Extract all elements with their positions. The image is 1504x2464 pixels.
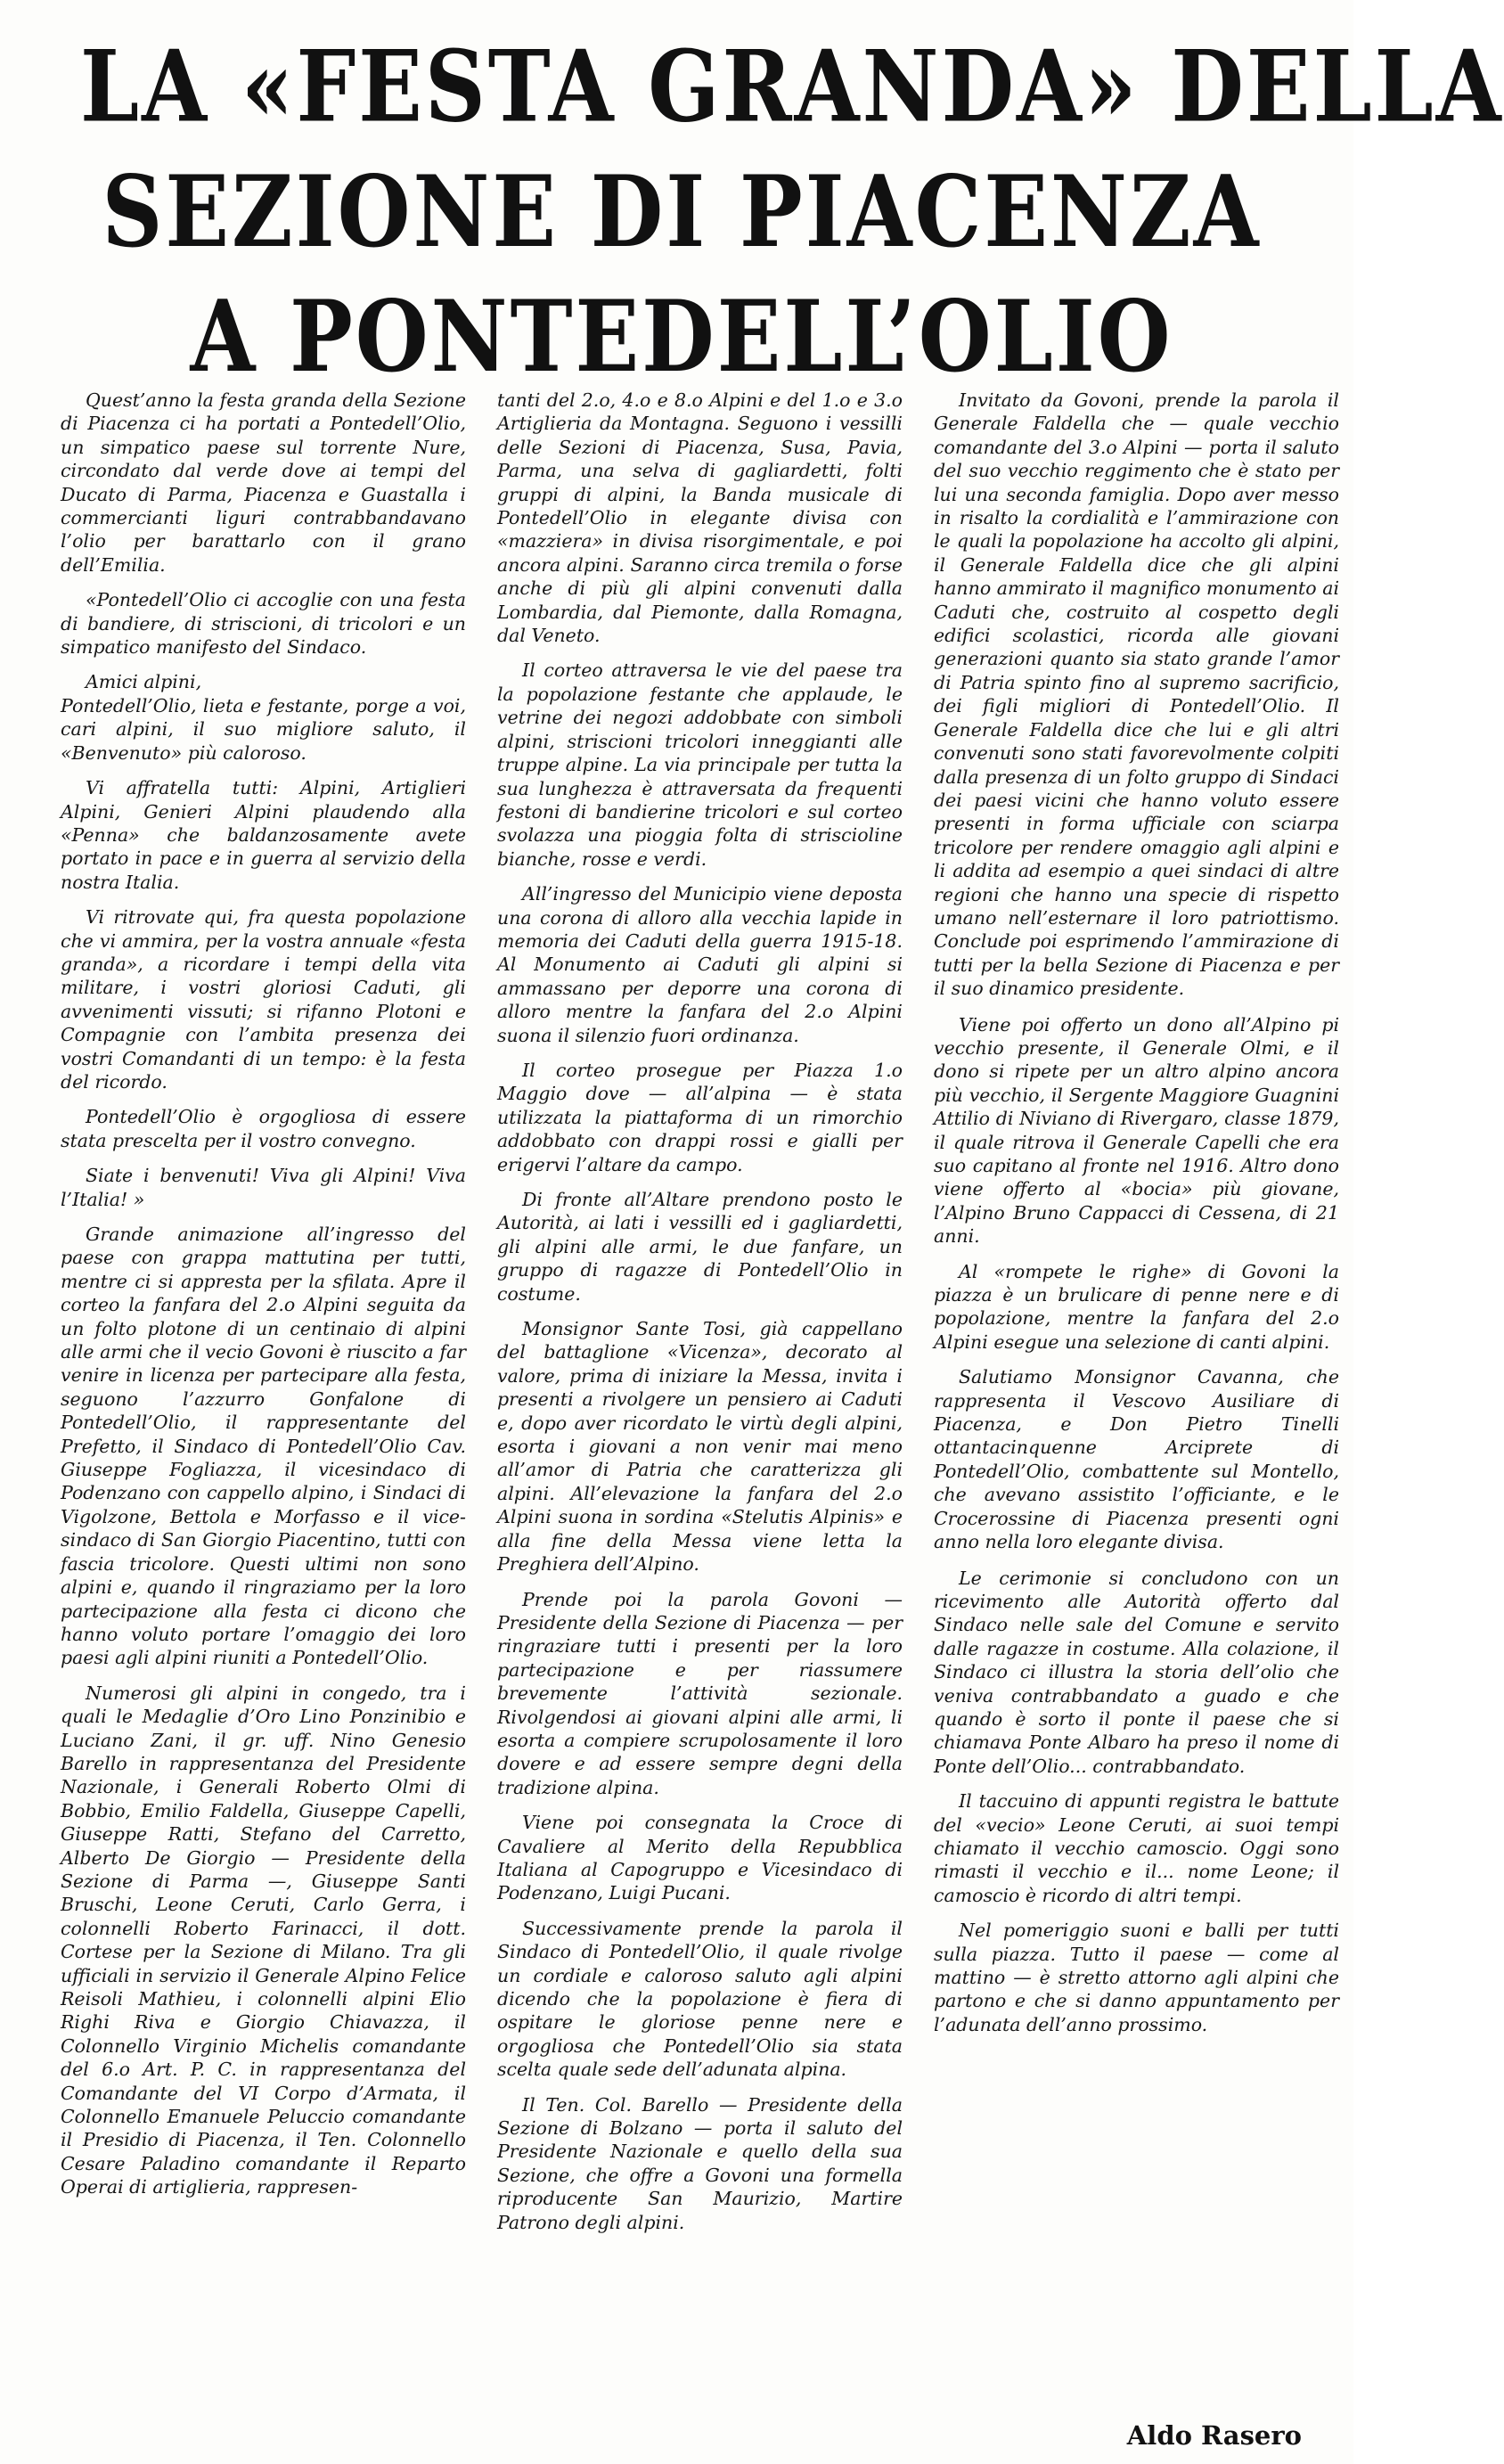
paragraph: Salutiamo Monsignor Cavanna, che rappresenta il Vescovo Ausiliare di Piacenza, e Don Pietro Tinelli ottantacinquenne Arciprete di Pontedell’Olio, combattente sul Montello, che avevano assistito l’officiante, e le Crocerossine di Piacenza presenti ogni anno nella loro elegante divisa. [934,1366,1339,1553]
paragraph: Vi ritrovate qui, fra questa popolazione che vi ammira, per la vostra annuale «festa granda», a ricordare i tempi della vita militare, i vostri gloriosi Caduti, gli avvenimenti vissuti; si rifanno Plotoni e Compagnie con l’ambita presenza dei vostri Comandanti di un tempo: è la festa del ricordo. [61,906,466,1093]
paragraph: Nel pomeriggio suoni e balli per tutti sulla piazza. Tutto il paese — come al mattino — è stretto attorno agli alpini che partono e che si danno appuntamento per l’adunata dell’anno prossimo. [934,1920,1339,2035]
paragraph: Invitato da Govoni, prende la parola il Generale Faldella che — quale vecchio comandante del 3.o Alpini — porta il saluto del suo vecchio reggimento che è stato per lui una seconda famiglia. Dopo aver messo in risalto la cordialità e l’ammirazione con le quali la popolazione ha accolto gli alpini, il Generale Faldella dice che gli alpini hanno ammirato il magnifico monumento ai Caduti che, costruito al cospetto degli edifici scolastici, ricorda alle giovani generazioni quanto sia stato grande l’amor di Patria spinto fino al supremo sacrificio, dei figli migliori di Pontedell’Olio. Il Generale Faldella dice che lui e gli altri convenuti sono stati favorevolmente colpiti dalla presenza di un folto gruppo di Sindaci dei paesi vicini che hanno voluto essere presenti in forma ufficiale con sciarpa tricolore per rendere omaggio agli alpini e li addita ad esempio a quei sindaci di altre regioni che hanno una specie di rispetto umano nell’esternare il loro patriottismo. Conclude poi esprimendo l’ammirazione di tutti per la bella Sezione di Piacenza e per il suo dinamico presidente. [934,389,1339,1000]
headline-line-2: SEZIONE DI PIACENZA [102,154,1262,270]
headline-line-1: LA «FESTA GRANDA» DELLA [80,29,1504,145]
paragraph: Di fronte all’Altare prendono posto le Autorità, ai lati i vessilli ed i gagliardetti, gli alpini alle armi, le due fanfare, un gruppo di ragazze di Pontedell’Olio in costume. [497,1189,903,1305]
paragraph: Amici alpini, Pontedell’Olio, lieta e festante, porge a voi, cari alpini, il suo migliore saluto, il «Benvenuto» più caloroso. [61,671,466,764]
paragraph: Il Ten. Col. Barello — Presidente della Sezione di Bolzano — porta il saluto del Presidente Nazionale e quello della sua Sezione, che offre a Govoni una formella riproducente San Maurizio, Martire Patrono degli alpini. [497,2093,903,2233]
paragraph: Il corteo prosegue per Piazza 1.o Maggio dove — all’alpina — è stata utilizzata la piattaforma di un rimorchio addobbato con drappi rossi e gialli per erigervi l’altare da campo. [497,1059,903,1175]
paragraph: Pontedell’Olio è orgogliosa di essere stata prescelta per il vostro convegno. [61,1106,466,1151]
article-column-3 [934,389,1339,2048]
article-column-1 [61,389,466,2211]
paragraph: Viene poi consegnata la Croce di Cavaliere al Merito della Repubblica Italiana al Capogruppo e Vicesindaco di Podenzano, Luigi Pucani. [497,1812,903,1904]
paragraph: Successivamente prende la parola il Sindaco di Pontedell’Olio, il quale rivolge un cordiale e caloroso saluto agli alpini dicendo che la popolazione è fiera di ospitare le gloriose penne nere e orgogliosa che Pontedell’Olio sia stata scelta quale sede dell’adunata alpina. [497,1917,903,2081]
paragraph: Al «rompete le righe» di Govoni la piazza è un brulicare di penne nere e di popolazione, mentre la fanfara del 2.o Alpini esegue una selezione di canti alpini. [934,1260,1339,1353]
paragraph: Le cerimonie si concludono con un ricevimento alle Autorità offerto dal Sindaco nelle sale del Comune e servito dalle ragazze in costume. Alla colazione, il Sindaco ci illustra la storia dell’olio che veniva contrabbandato a guado e che quando è sorto il ponte il paese che si chiamava Ponte Albaro ha preso il nome di Ponte dell’Olio... contrabbandato. [934,1567,1339,1777]
headline-line-3: A PONTEDELL’OLIO [190,279,1173,396]
paragraph: All’ingresso del Municipio viene deposta una corona di alloro alla vecchia lapide in memoria dei Caduti della guerra 1915-18. Al Monumento ai Caduti gli alpini si ammassano per deporre una corona di alloro mentre la fanfara del 2.o Alpini suona il silenzio fuori ordinanza. [497,883,903,1046]
paragraph: Quest’anno la festa granda della Sezione di Piacenza ci ha portati a Pontedell’Olio, un simpatico paese sul torrente Nure, circondato dal verde dove ai tempi del Ducato di Parma, Piacenza e Guastalla i commercianti liguri contrabbandavano l’olio per barattarlo con il grano dell’Emilia. [61,389,466,576]
paragraph: Il corteo attraversa le vie del paese tra la popolazione festante che applaude, le vetrine dei negozi addobbate con simboli alpini, striscioni tricolori inneggianti alle truppe alpine. La via principale per tutta la sua lunghezza è attraversata da frequenti festoni di bandierine tricolori e sul corteo svolazza una pioggia folta di striscioline bianche, rosse e verdi. [497,659,903,870]
paragraph: Il taccuino di appunti registra le battute del «vecio» Leone Ceruti, ai suoi tempi chiamato il vecchio camoscio. Oggi sono rimasti il vecchio e il... nome Leone; il camoscio è ricordo di altri tempi. [934,1790,1339,1906]
paragraph: Vi affratella tutti: Alpini, Artiglieri Alpini, Genieri Alpini plaudendo alla «Penna» che baldanzosamente avete portato in pace e in guerra al servizio della nostra Italia. [61,777,466,893]
article-headline [80,25,1504,400]
author-signature: Aldo Rasero [1126,2420,1302,2451]
paragraph: Monsignor Sante Tosi, già cappellano del battaglione «Vicenza», decorato al valore, prima di iniziare la Messa, invita i presenti a rivolgere un pensiero ai Caduti e, dopo aver ricordato le virtù degli alpini, esorta i giovani a non venir mai meno all’amor di Patria che caratterizza gli alpini. All’elevazione la fanfara del 2.o Alpini suona in sordina «Stelutis Alpinis» e alla fine della Messa viene letta la Preghiera dell’Alpino. [497,1318,903,1576]
paragraph: Viene poi offerto un dono all’Alpino pi vecchio presente, il Generale Olmi, e il dono si ripete per un altro alpino ancora più vecchio, il Sergente Maggiore Guagnini Attilio di Niviano di Rivergaro, classe 1879, il quale ritrova il Generale Capelli che era suo capitano al fronte nel 1916. Altro dono viene offerto al «bocia» più giovane, l’Alpino Bruno Cappacci di Cessena, di 21 anni. [934,1013,1339,1248]
paragraph: Siate i benvenuti! Viva gli Alpini! Viva l’Italia! » [61,1165,466,1210]
paragraph: Prende poi la parola Govoni — Presidente della Sezione di Piacenza — per ringraziare tutti i presenti per la loro partecipazione e per riassumere brevemente l’attività sezionale. Rivolgendosi ai giovani alpini alle armi, li esorta a compiere scrupolosamente il loro dovere e ad essere sempre degni della tradizione alpina. [497,1588,903,1798]
article-column-2 [497,389,903,2246]
paragraph: Numerosi gli alpini in congedo, tra i quali le Medaglie d’Oro Lino Ponzinibio e Luciano Zani, il gr. uff. Nino Genesio Barello in rappresentanza del Presidente Nazionale, i Generali Roberto Olmi di Bobbio, Emilio Faldella, Giuseppe Capelli, Giuseppe Ratti, Stefano del Carretto, Alberto De Giorgio — Presidente della Sezione di Parma —, Giuseppe Santi Bruschi, Leone Ceruti, Carlo Gerra, i colonnelli Roberto Farinacci, il dott. Cortese per la Sezione di Milano. Tra gli ufficiali in servizio il Generale Alpino Felice Reisoli Mathieu, i colonnelli alpini Elio Righi Riva e Giorgio Chiavazza, il Colonnello Virginio Michelis comandante del 6.o Art. P. C. in rappresentanza del Comandante del VI Corpo d’Armata, il Colonnello Emanuele Peluccio comandante il Presidio di Piacenza, il Ten. Colonnello Cesare Paladino comandante il Reparto Operai di artiglieria, rappresen- [61,1682,466,2198]
paragraph: Grande animazione all’ingresso del paese con grappa mattutina per tutti, mentre ci si appresta per la sfilata. Apre il corteo la fanfara del 2.o Alpini seguita da un folto plotone di un centinaio di alpini alle armi che il vecio Govoni è riuscito a far venire in licenza per partecipare alla festa, seguono l’azzurro Gonfalone di Pontedell’Olio, il rappresentante del Prefetto, il Sindaco di Pontedell’Olio Cav. Giuseppe Fogliazza, il vicesindaco di Podenzano con cappello alpino, i Sindaci di Vigolzone, Bettola e Morfasso e il vice-sindaco di San Giorgio Piacentino, tutti con fascia tricolore. Questi ultimi non sono alpini e, quando il ringraziamo per la loro partecipazione alla festa ci dicono che hanno voluto portare l’omaggio dei loro paesi agli alpini riuniti a Pontedell’Olio. [61,1224,466,1669]
paragraph: «Pontedell’Olio ci accoglie con una festa di bandiere, di striscioni, di tricolori e un simpatico manifesto del Sindaco. [61,589,466,659]
paragraph: tanti del 2.o, 4.o e 8.o Alpini e del 1.o e 3.o Artiglieria da Montagna. Seguono i vessilli delle Sezioni di Piacenza, Susa, Pavia, Parma, una selva di gagliardetti, folti gruppi di alpini, la Banda musicale di Pontedell’Olio in elegante divisa con «mazziera» in divisa risorgimentale, e poi ancora alpini. Saranno circa tremila o forse anche di più gli alpini convenuti dalla Lombardia, dal Piemonte, dalla Romagna, dal Veneto. [497,389,903,647]
